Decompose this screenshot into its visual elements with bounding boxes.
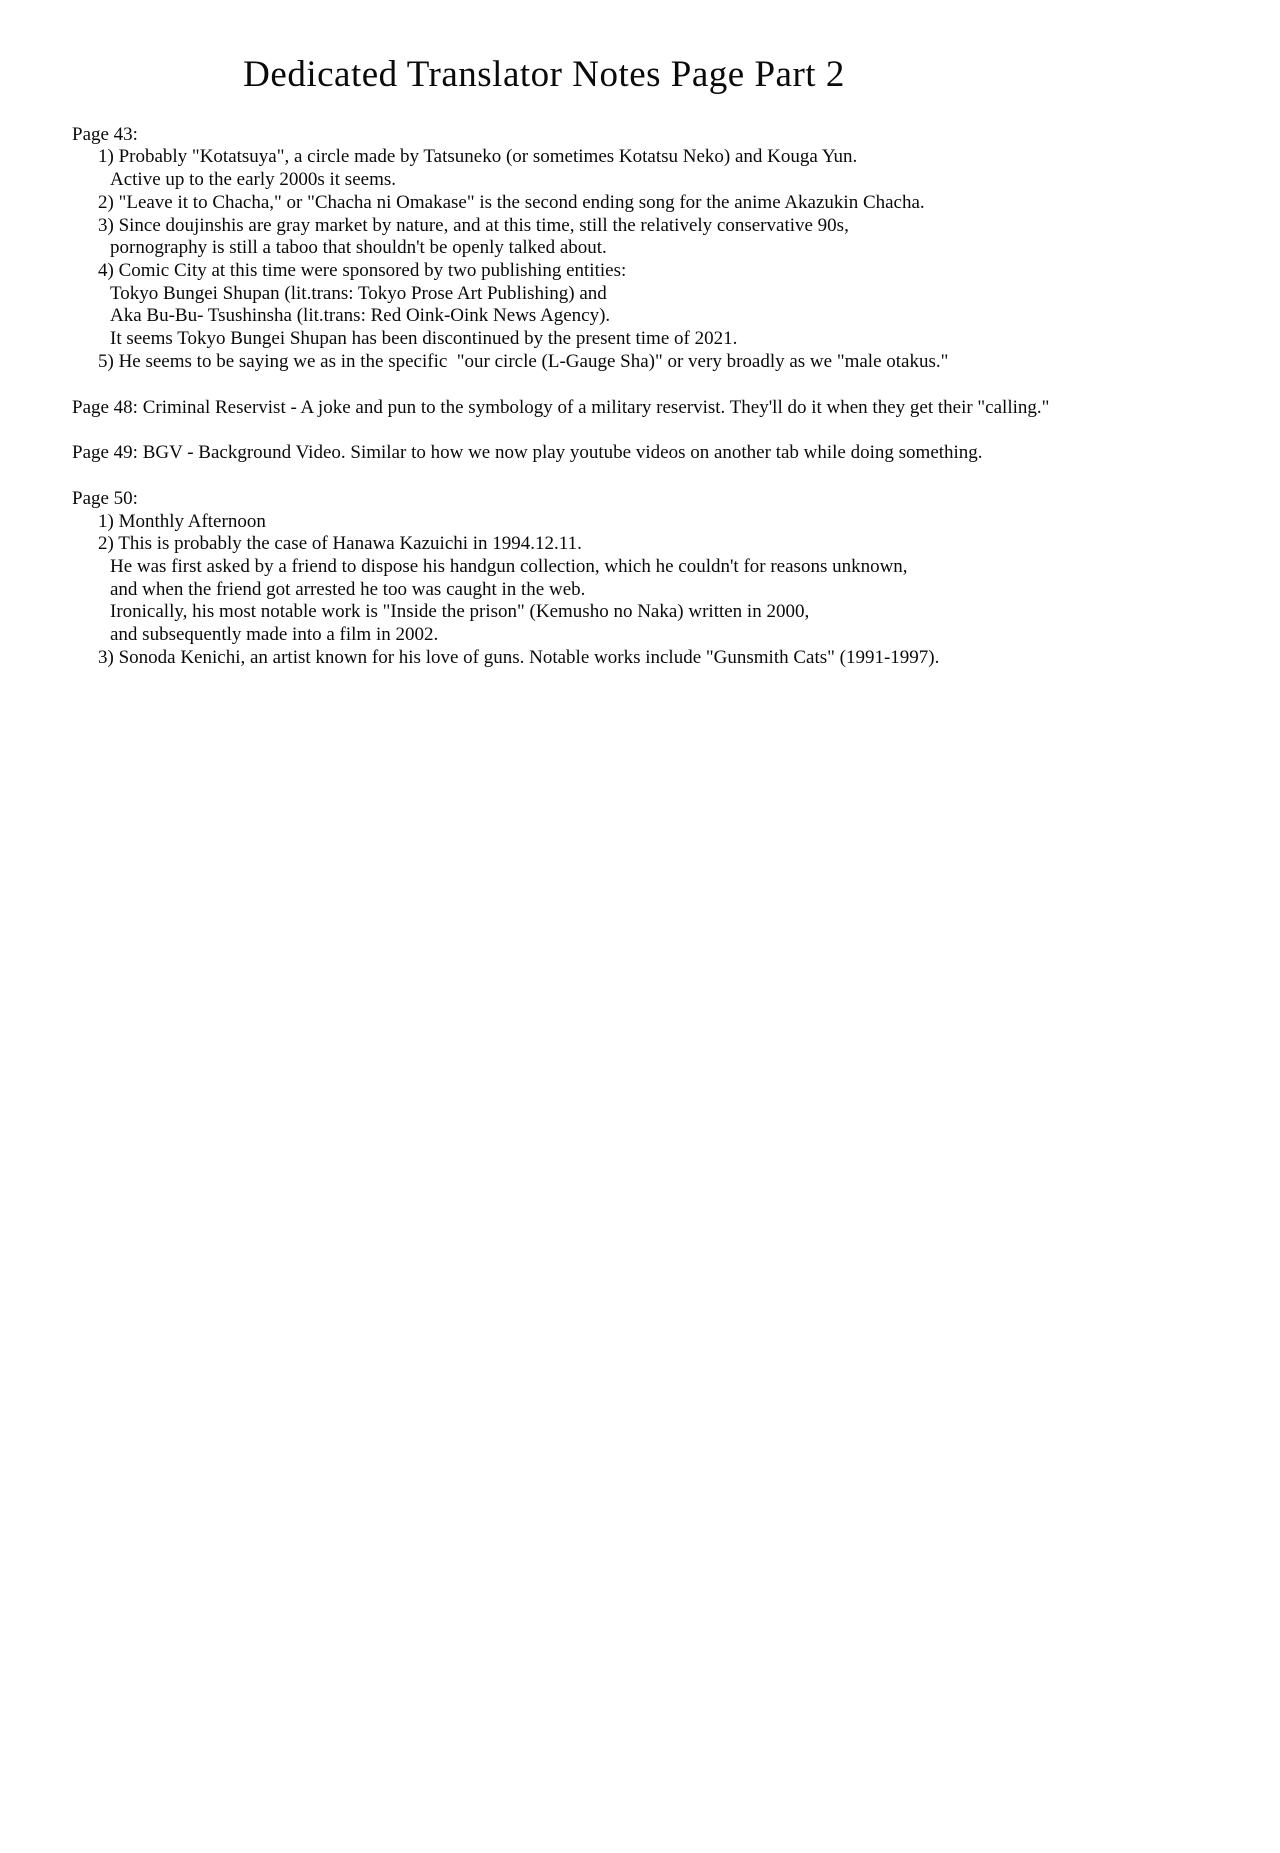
note-line: 2) This is probably the case of Hanawa Kazuichi in 1994.12.11. (98, 533, 582, 555)
note-line: Aka Bu-Bu- Tsushinsha (lit.trans: Red Oink-Oink News Agency). (110, 305, 611, 327)
note-line: and when the friend got arrested he too was caught in the web. (110, 578, 586, 600)
note-line: Ironically, his most notable work is "Inside the prison" (Kemusho no Naka) written in 2000, (110, 601, 810, 623)
page-title: Dedicated Translator Notes Page Part 2 (243, 53, 845, 95)
note-line: and subsequently made into a film in 2002. (110, 624, 439, 646)
section-page-48 (72, 397, 1088, 420)
note-line: 2) "Leave it to Chacha," or "Chacha ni Omakase" is the second ending song for the anime Akazukin Chacha. (98, 191, 925, 213)
note-line: 1) Probably "Kotatsuya", a circle made by Tatsuneko (or sometimes Kotatsu Neko) and Kouga Yun. (98, 146, 858, 168)
note-line: 3) Since doujinshis are gray market by nature, and at this time, still the relatively conservative 90s, (98, 214, 849, 236)
section-heading: Page 48: Criminal Reservist - A joke and pun to the symbology of a military reservist. They'll do it when they get their "calling." (72, 396, 1050, 418)
section-page-49 (72, 442, 1088, 465)
notes-content (72, 124, 1088, 670)
note-line: 1) Monthly Afternoon (98, 510, 266, 532)
note-line: Tokyo Bungei Shupan (lit.trans: Tokyo Prose Art Publishing) and (110, 282, 607, 304)
section-heading: Page 43: (72, 123, 138, 145)
note-line: He was first asked by a friend to dispose his handgun collection, which he couldn't for reasons unknown, (110, 556, 908, 578)
section-heading: Page 49: BGV - Background Video. Similar to how we now play youtube videos on another tab while doing something. (72, 442, 983, 464)
note-line: It seems Tokyo Bungei Shupan has been discontinued by the present time of 2021. (110, 328, 738, 350)
note-line: pornography is still a taboo that shouldn't be openly talked about. (110, 237, 607, 259)
note-line: 5) He seems to be saying we as in the specific "our circle (L-Gauge Sha)" or very broadly as we "male otakus." (98, 350, 949, 372)
section-heading: Page 50: (72, 487, 138, 509)
section-page-50 (72, 488, 1088, 670)
note-line: 3) Sonoda Kenichi, an artist known for his love of guns. Notable works include "Gunsmith Cats" (1991-1997). (98, 646, 940, 668)
note-line: 4) Comic City at this time were sponsored by two publishing entities: (98, 260, 627, 281)
translator-notes-page (0, 0, 1088, 670)
section-page-43 (72, 124, 1088, 374)
note-line: Active up to the early 2000s it seems. (110, 169, 396, 191)
